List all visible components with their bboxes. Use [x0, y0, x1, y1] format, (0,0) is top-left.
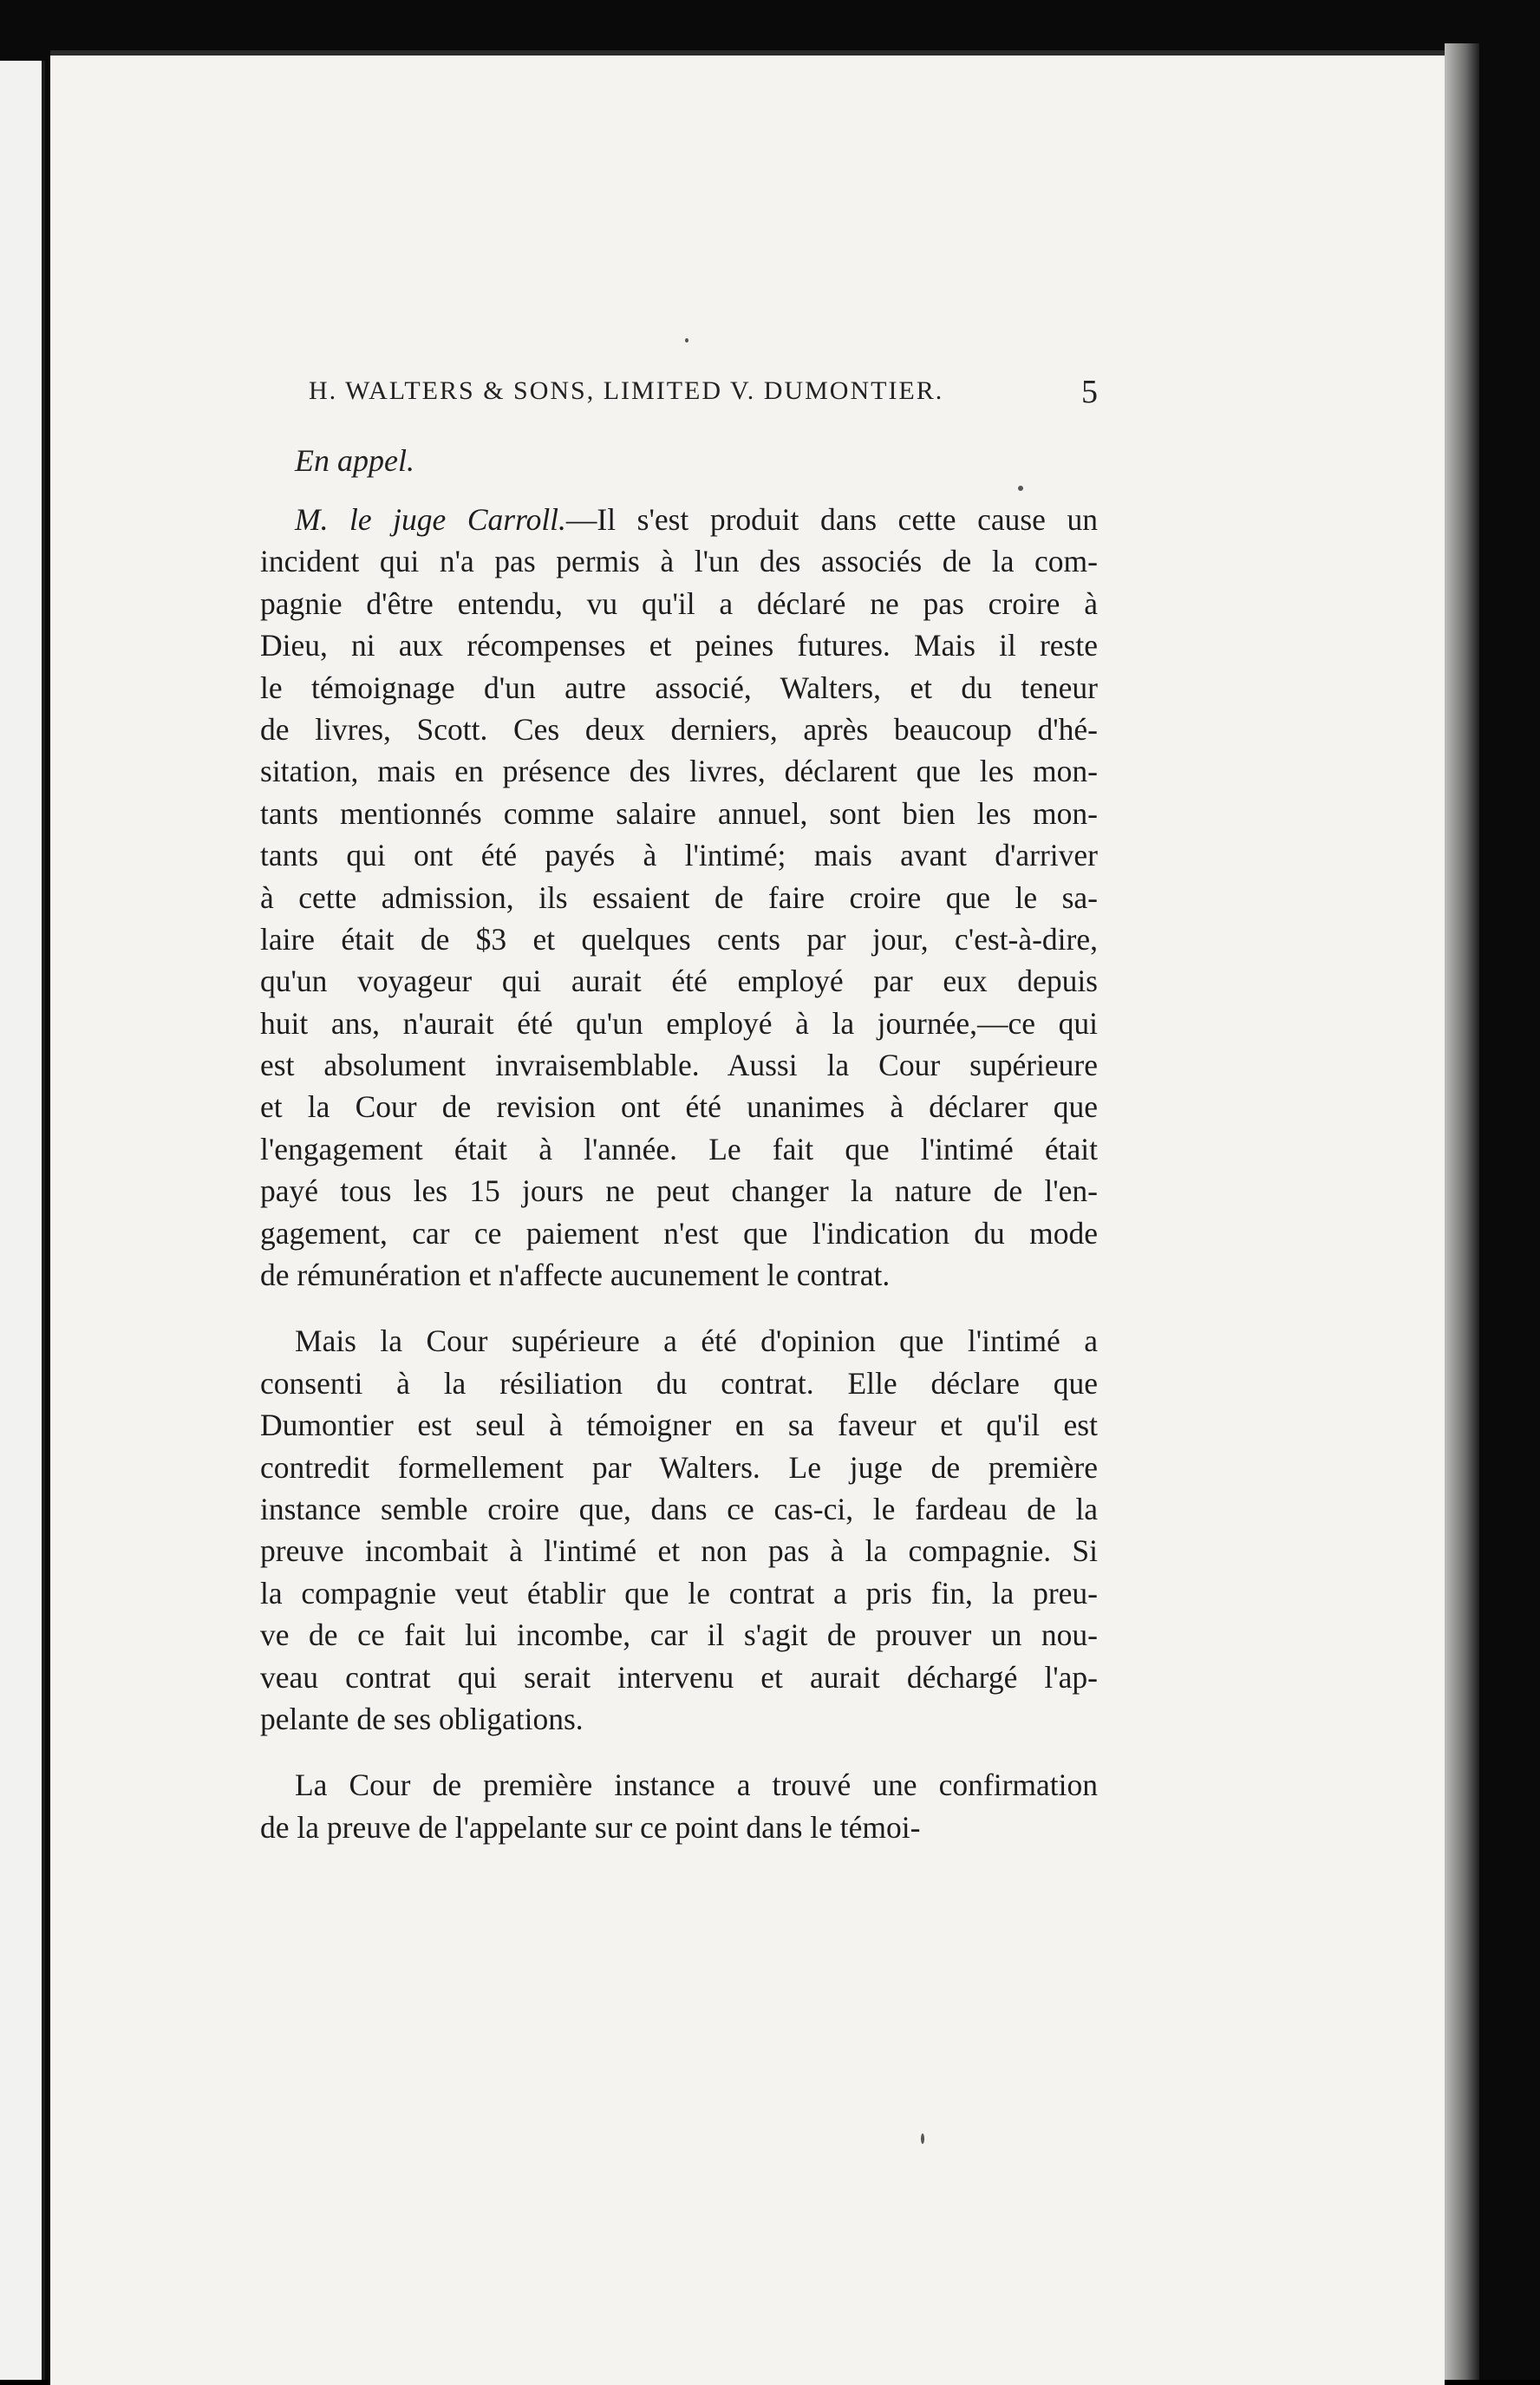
line-text: de rémunération et n'affecte aucunement le contrat. [260, 1258, 891, 1293]
body-text [260, 499, 1098, 1848]
line-text: payé tous les 15 jours ne peut changer la nature de l'en- [260, 1173, 1098, 1209]
text-line [260, 834, 1098, 876]
text-line [260, 1807, 1098, 1848]
line-text: l'engagement était à l'année. Le fait que l'intimé était [260, 1131, 1098, 1166]
text-line [260, 877, 1098, 918]
text-line [260, 1656, 1098, 1698]
print-speck [921, 2133, 924, 2144]
line-text: laire était de $3 et quelques cents par jour, c'est-à-dire, [260, 921, 1098, 957]
text-line [260, 1320, 1098, 1362]
paragraph-gap [260, 1740, 1098, 1764]
running-header [309, 373, 1098, 416]
text-line [260, 1764, 1098, 1806]
text-line [260, 1362, 1098, 1404]
line-text: gagement, car ce paiement n'est que l'indication du mode [260, 1215, 1098, 1251]
paragraph-gap [260, 1296, 1098, 1320]
line-text: preuve incombait à l'intimé et non pas à la compagnie. Si [260, 1533, 1098, 1569]
line-text: sitation, mais en présence des livres, déclarent que les mon- [260, 754, 1098, 789]
line-text: tants mentionnés comme salaire annuel, sont bien les mon- [260, 795, 1098, 831]
text-line [260, 793, 1098, 834]
running-title: H. WALTERS & SONS, LIMITED V. DUMONTIER. [309, 376, 944, 405]
text-line [260, 918, 1098, 960]
paragraph [260, 499, 1098, 1296]
line-text: de livres, Scott. Ces deux derniers, après beaucoup d'hé- [260, 711, 1098, 747]
text-line [260, 960, 1098, 1002]
line-text: tants qui ont été payés à l'intimé; mais avant d'arriver [260, 838, 1098, 873]
line-text: contredit formellement par Walters. Le juge de première [260, 1449, 1098, 1485]
text-line [260, 540, 1098, 582]
line-text: veau contrat qui serait intervenu et aurait déchargé l'ap- [260, 1659, 1098, 1695]
text-line [260, 667, 1098, 709]
text-line [260, 1170, 1098, 1212]
line-text: ve de ce fait lui incombe, car il s'agit de prouver un nou- [260, 1617, 1098, 1653]
text-line [260, 624, 1098, 666]
line-text: pagnie d'être entendu, vu qu'il a déclaré ne pas croire à [260, 585, 1098, 621]
paragraph [260, 1320, 1098, 1740]
text-line [260, 1530, 1098, 1571]
text-line [260, 1044, 1098, 1086]
line-text: —Il s'est produit dans cette cause un [565, 502, 1098, 537]
line-text: Mais la Cour supérieure a été d'opinion que l'intimé a [295, 1323, 1098, 1359]
text-line [260, 1086, 1098, 1127]
line-text: incident qui n'a pas permis à l'un des associés de la com- [260, 544, 1098, 579]
text-line [260, 1698, 1098, 1740]
section-title: En appel. [295, 443, 414, 478]
page-edge-shadow [1445, 43, 1479, 2380]
facing-page-edge [0, 61, 43, 2380]
line-text: instance semble croire que, dans ce cas-ci, le fardeau de la [260, 1491, 1098, 1526]
line-text: huit ans, n'aurait été qu'un employé à la journée,—ce qui [260, 1005, 1098, 1041]
text-line [260, 1488, 1098, 1530]
line-text: le témoignage d'un autre associé, Walters, et du teneur [260, 670, 1098, 705]
text-line [260, 1572, 1098, 1614]
text-line [260, 1212, 1098, 1254]
text-line [260, 499, 1098, 540]
paragraph [260, 1764, 1098, 1848]
print-speck [1018, 486, 1023, 491]
text-line [260, 1254, 1098, 1296]
page-number: 5 [1081, 374, 1098, 410]
text-line [260, 1003, 1098, 1044]
line-text: qu'un voyageur qui aurait été employé par eux depuis [260, 964, 1098, 999]
print-speck [685, 338, 688, 343]
binding-shadow [42, 61, 45, 2380]
line-text: à cette admission, ils essaient de faire croire que le sa- [260, 879, 1098, 915]
line-text: pelante de ses obligations. [260, 1701, 584, 1736]
line-text: Dumontier est seul à témoigner en sa faveur et qu'il est [260, 1408, 1098, 1443]
text-line [260, 1447, 1098, 1488]
line-text: consenti à la résiliation du contrat. Elle déclare que [260, 1365, 1098, 1401]
text-line [260, 750, 1098, 792]
text-line [260, 709, 1098, 750]
line-text: Dieu, ni aux récompenses et peines futures. Mais il reste [260, 628, 1098, 663]
line-text: de la preuve de l'appelante sur ce point dans le témoi- [260, 1809, 921, 1845]
text-line [260, 1128, 1098, 1170]
line-text: est absolument invraisemblable. Aussi la Cour supérieure [260, 1048, 1098, 1083]
text-line [260, 1404, 1098, 1446]
line-text: et la Cour de revision ont été unanimes à déclarer que [260, 1089, 1098, 1125]
text-line [260, 1614, 1098, 1656]
line-text: la compagnie veut établir que le contrat a pris fin, la preu- [260, 1575, 1098, 1611]
line-text: La Cour de première instance a trouvé une confirmation [295, 1768, 1098, 1803]
text-line [260, 583, 1098, 624]
judge-name: M. le juge Carroll. [295, 502, 566, 537]
